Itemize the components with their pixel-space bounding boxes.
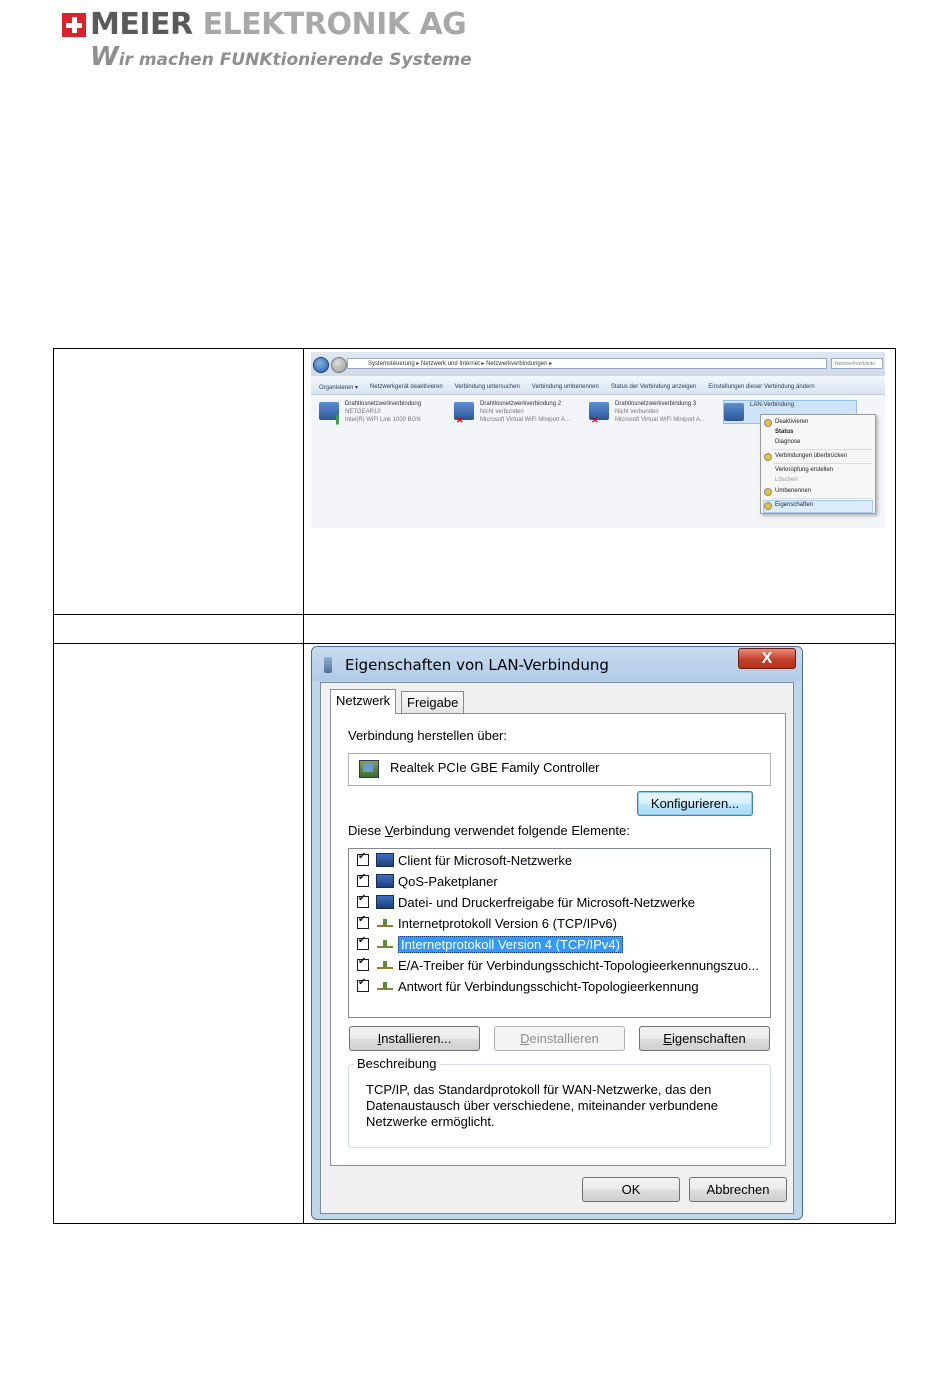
dialog-titlebar bbox=[312, 647, 802, 681]
toolbar-item-status[interactable]: Status der Verbindung anzeigen bbox=[610, 384, 697, 390]
connection-item[interactable]: ✕ Drahtlosnetzwerkverbindung 3 Nicht verbunden Microsoft Virtual WiFi Miniport A... bbox=[591, 401, 705, 425]
shield-icon bbox=[764, 502, 772, 510]
computer-icon bbox=[376, 895, 394, 909]
menu-item-rename[interactable]: Umbenennen bbox=[775, 488, 812, 494]
table-divider bbox=[303, 349, 304, 1223]
checkbox[interactable] bbox=[357, 875, 369, 887]
forward-icon[interactable] bbox=[331, 357, 347, 373]
close-button[interactable]: X bbox=[738, 648, 796, 669]
disconnected-icon: ✕ bbox=[456, 415, 464, 425]
shield-icon bbox=[764, 488, 772, 496]
network-card-icon bbox=[359, 760, 379, 778]
ok-button[interactable]: OK bbox=[582, 1177, 680, 1202]
protocol-icon bbox=[376, 958, 394, 972]
checkbox[interactable] bbox=[357, 896, 369, 908]
connection-item[interactable]: ✕ Drahtlosnetzwerkverbindung 2 Nicht verbunden Microsoft Virtual WiFi Miniport A... bbox=[456, 401, 570, 425]
dialog-title: Eigenschaften von LAN-Verbindung bbox=[345, 656, 609, 674]
table-row-divider bbox=[54, 643, 895, 644]
network-adapter-icon bbox=[724, 403, 744, 421]
configure-button[interactable]: Konfigurieren... bbox=[637, 791, 753, 816]
list-item-selected[interactable]: ✔ Internetprotokoll Version 4 (TCP/IPv4) bbox=[357, 934, 623, 954]
checkbox[interactable] bbox=[357, 959, 369, 971]
description-title: Beschreibung bbox=[354, 1056, 440, 1071]
properties-button[interactable]: Eigenschaften bbox=[639, 1026, 770, 1051]
toolbar-item-disable[interactable]: Netzwerkgerät deaktivieren bbox=[370, 384, 443, 390]
company-tagline: Wir machen FUNKtionierende Systeme bbox=[90, 42, 472, 72]
disconnected-icon: ✕ bbox=[591, 415, 599, 425]
shield-icon bbox=[764, 453, 772, 461]
computer-icon bbox=[376, 874, 394, 888]
explorer-toolbar bbox=[311, 380, 885, 395]
checkbox[interactable] bbox=[357, 917, 369, 929]
network-client-icon bbox=[376, 853, 394, 867]
toolbar-item-settings[interactable]: Einstellungen dieser Verbindung ändern bbox=[708, 384, 815, 390]
menu-item-shortcut[interactable]: Verknüpfung erstellen bbox=[775, 467, 834, 473]
toolbar-item-diagnose[interactable]: Verbindung untersuchen bbox=[454, 384, 520, 390]
menu-item-properties[interactable]: Eigenschaften bbox=[775, 502, 814, 508]
list-item[interactable]: ✔ E/A-Treiber für Verbindungsschicht-Topologieerkennungszuo... bbox=[357, 955, 759, 975]
elements-label: Diese Verbindung verwendet folgende Elemente: bbox=[348, 823, 630, 838]
list-item[interactable]: ✔ Internetprotokoll Version 6 (TCP/IPv6) bbox=[357, 913, 617, 933]
list-item[interactable]: ✔ Datei- und Druckerfreigabe für Microsoft-Netzwerke bbox=[357, 892, 695, 912]
description-text: TCP/IP, das Standardprotokoll für WAN-Netzwerke, das den Datenaustausch über verschiedene, miteinander verbundene Netzwerke ermöglicht. bbox=[366, 1082, 718, 1129]
toolbar-item-rename[interactable]: Verbindung umbenennen bbox=[531, 384, 599, 390]
back-icon[interactable] bbox=[313, 357, 329, 373]
toolbar-item-organize[interactable]: Organisieren ▾ bbox=[319, 384, 359, 391]
tab-sharing[interactable]: Freigabe bbox=[401, 691, 464, 713]
menu-item-deactivate[interactable]: Deaktivieren bbox=[775, 419, 809, 425]
connection-item-lan[interactable]: LAN-Verbindung bbox=[723, 400, 857, 424]
signal-icon: ▐ bbox=[333, 415, 339, 424]
list-item[interactable]: ✔ QoS-Paketplaner bbox=[357, 871, 498, 891]
list-item[interactable]: ✔ Client für Microsoft-Netzwerke bbox=[357, 850, 572, 870]
tab-panel-network bbox=[330, 713, 786, 1166]
tab-network[interactable]: Netzwerk bbox=[330, 689, 396, 714]
network-adapter-icon bbox=[324, 657, 332, 673]
address-bar bbox=[311, 352, 885, 376]
table-row-divider bbox=[54, 614, 895, 615]
checkbox[interactable] bbox=[357, 980, 369, 992]
lan-properties-dialog bbox=[311, 646, 803, 1220]
uninstall-button[interactable]: Deinstallieren bbox=[494, 1026, 625, 1051]
company-name: MEIER ELEKTRONIK AG bbox=[90, 7, 467, 42]
context-menu bbox=[760, 414, 876, 514]
install-button[interactable]: Installieren... bbox=[349, 1026, 480, 1051]
adapter-field bbox=[348, 753, 771, 786]
checkbox[interactable] bbox=[357, 854, 369, 866]
protocol-icon bbox=[376, 916, 394, 930]
breadcrumb[interactable]: Systemsteuerung ▸ Netzwerk und Internet ▸ Netzwerkverbindungen ▸ bbox=[347, 358, 827, 369]
menu-item-diagnose[interactable]: Diagnose bbox=[775, 439, 801, 445]
protocol-icon bbox=[376, 937, 394, 951]
dialog-body bbox=[320, 682, 794, 1214]
menu-separator bbox=[773, 463, 872, 464]
search-input[interactable]: Netzwerkverbindu bbox=[831, 358, 883, 369]
cancel-button[interactable]: Abbrechen bbox=[689, 1177, 787, 1202]
menu-separator bbox=[773, 498, 872, 499]
company-logo bbox=[62, 8, 472, 72]
elements-list[interactable] bbox=[348, 848, 771, 1018]
connection-item[interactable]: ▐ Drahtlosnetzwerkverbindung NETGEAR10 Intel(R) WiFi Link 1000 BGN bbox=[319, 400, 449, 430]
menu-item-status[interactable]: Status bbox=[775, 429, 794, 435]
connect-via-label: Verbindung herstellen über: bbox=[348, 728, 508, 743]
adapter-name: Realtek PCIe GBE Family Controller bbox=[390, 760, 600, 775]
menu-separator bbox=[773, 449, 872, 450]
protocol-icon bbox=[376, 979, 394, 993]
description-group bbox=[348, 1056, 771, 1148]
menu-item-bridge[interactable]: Verbindungen überbrücken bbox=[775, 453, 848, 459]
shield-icon bbox=[764, 419, 772, 427]
checkbox[interactable] bbox=[357, 938, 369, 950]
network-connections-screenshot bbox=[311, 352, 885, 528]
list-item[interactable]: ✔ Antwort für Verbindungsschicht-Topologieerkennung bbox=[357, 976, 699, 996]
menu-item-delete[interactable]: Löschen bbox=[775, 477, 798, 483]
swiss-cross-icon bbox=[62, 13, 86, 37]
